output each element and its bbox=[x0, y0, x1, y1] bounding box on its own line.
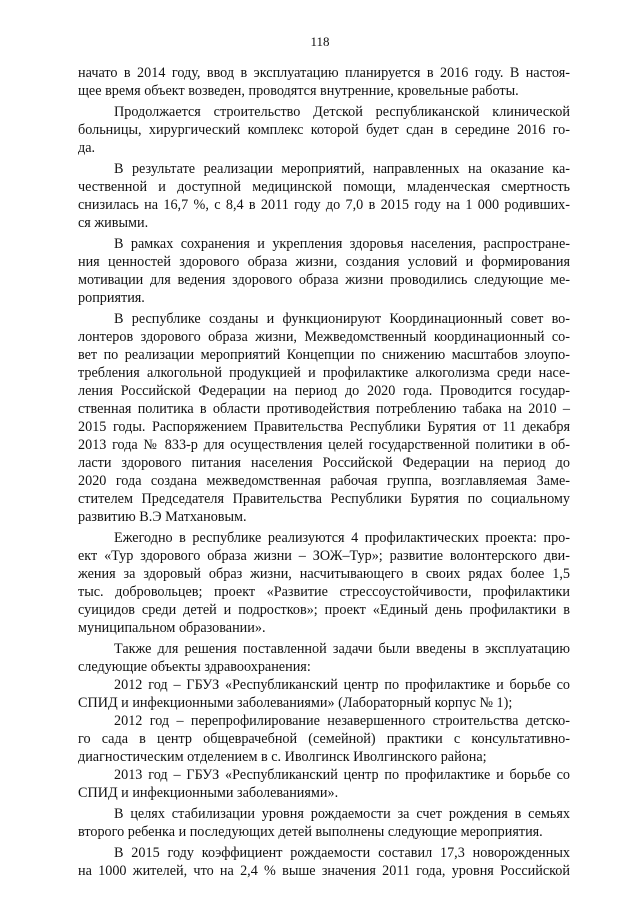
text-line: 2020 года создана межведомственная рабочая группа, возглавляемая Заме- bbox=[78, 473, 570, 489]
page-number: 118 bbox=[310, 34, 330, 49]
text-line: да. bbox=[78, 140, 96, 156]
text-line: ласти здорового питания населения Российской Федерации на период до bbox=[78, 455, 570, 471]
text-line: вет по реализации мероприятий Концепции по снижению масштабов злоупо- bbox=[78, 347, 570, 363]
text-line: больницы, хирургический комплекс которой будет сдан в середине 2016 го- bbox=[78, 122, 570, 138]
text-line: ся живыми. bbox=[78, 215, 149, 231]
text-line: 2012 год – перепрофилирование незавершенного строительства детско- bbox=[114, 713, 570, 729]
text-line: В 2015 году коэффициент рождаемости составил 17,3 новорожденных bbox=[114, 845, 570, 861]
text-line: начато в 2014 году, ввод в эксплуатацию планируется в 2016 году. В настоя- bbox=[78, 65, 570, 81]
text-line: 2013 год – ГБУЗ «Республиканский центр по профилактике и борьбе со bbox=[114, 767, 570, 783]
text-line: го сада в центр общеврачебной (семейной) практики с консультативно- bbox=[78, 731, 570, 747]
text-line: Также для решения поставленной задачи были введены в эксплуатацию bbox=[114, 641, 570, 657]
text-line: ственная политика в области противодействия потреблению табака на 2010 – bbox=[78, 401, 570, 417]
text-line: тыс. добровольцев; проект «Развитие стрессоустойчивости, профилактики bbox=[78, 584, 570, 600]
text-line: суицидов среди детей и подростков»; проект «Единый день профилактики в bbox=[78, 602, 570, 618]
text-line: жения за здоровый образ жизни, насчитывающего в своих рядах более 1,5 bbox=[78, 566, 570, 582]
text-line: ект «Тур здорового образа жизни – ЗОЖ–Тур»; развитие волонтерского дви- bbox=[78, 548, 570, 564]
text-line: стителем Председателя Правительства Республики Бурятия по социальному bbox=[78, 491, 570, 507]
text-line: В рамках сохранения и укрепления здоровья населения, распростране- bbox=[114, 236, 570, 252]
text-line: лонтеров здорового образа жизни, Межведомственный координационный со- bbox=[78, 329, 570, 345]
text-line: 2013 года № 833-р для осуществления целей государственной политики в об- bbox=[78, 437, 570, 453]
text-line: чественной и доступной медицинской помощи, младенческая смертность bbox=[78, 179, 570, 195]
text-line: В целях стабилизации уровня рождаемости за счет рождения в семьях bbox=[114, 806, 570, 822]
text-line: ления Российской Федерации на период до 2020 года. Проводится государ- bbox=[78, 383, 570, 399]
text-line: требления алкогольной продукцией и профилактике алкоголизма среди насе- bbox=[78, 365, 570, 381]
text-line: мотивации для ведения здорового образа жизни проводились следующие ме- bbox=[78, 272, 570, 288]
text-line: ния ценностей здорового образа жизни, создания условий и формирования bbox=[78, 254, 570, 270]
text-line: В республике созданы и функционируют Координационный совет во- bbox=[114, 311, 570, 327]
text-line: 2012 год – ГБУЗ «Республиканский центр по профилактике и борьбе со bbox=[114, 677, 570, 693]
text-line: В результате реализации мероприятий, направленных на оказание ка- bbox=[114, 161, 570, 177]
text-line: диагностическим отделением в с. Иволгинск Иволгинского района; bbox=[78, 749, 487, 765]
text-line: второго ребенка и последующих детей выполнены следующие мероприятия. bbox=[78, 824, 543, 840]
text-line: щее время объект возведен, проводятся внутренние, кровельные работы. bbox=[78, 83, 519, 99]
text-line: на 1000 жителей, что на 2,4 % выше значения 2011 года, уровня Российской bbox=[78, 863, 570, 879]
text-line: СПИД и инфекционными заболеваниями». bbox=[78, 785, 339, 801]
text-line: Продолжается строительство Детской республиканской клинической bbox=[114, 104, 570, 120]
text-line: роприятия. bbox=[78, 290, 145, 306]
text-line: следующие объекты здравоохранения: bbox=[78, 659, 311, 675]
text-line: СПИД и инфекционными заболеваниями» (Лабораторный корпус № 1); bbox=[78, 695, 513, 711]
text-line: 2015 годы. Распоряжением Правительства Республики Бурятия от 11 декабря bbox=[78, 419, 570, 435]
text-line: муниципальном образовании». bbox=[78, 620, 266, 636]
text-line: развитию В.Э Матхановым. bbox=[78, 509, 247, 525]
body-text bbox=[78, 64, 570, 880]
text-line: снизилась на 16,7 %, с 8,4 в 2011 году до 7,0 в 2015 году на 1 000 родивших- bbox=[78, 197, 570, 213]
text-line: Ежегодно в республике реализуются 4 профилактических проекта: про- bbox=[114, 530, 570, 546]
